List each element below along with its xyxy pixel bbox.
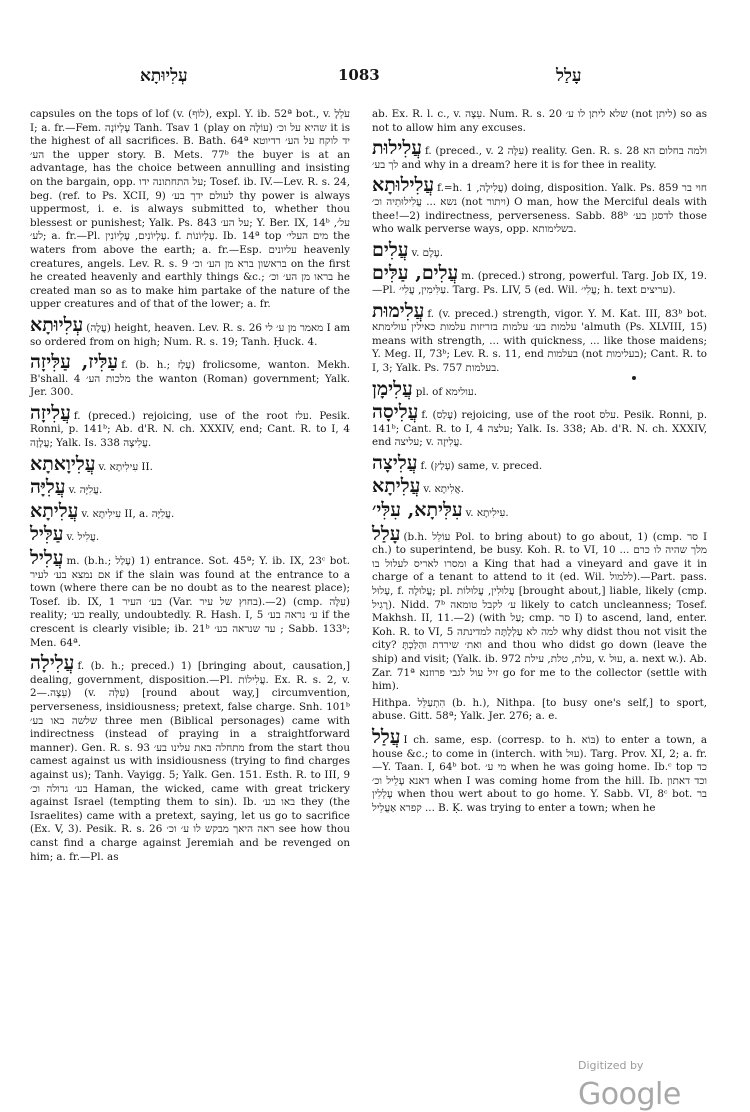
left-column [30,108,350,867]
dictionary-entry [372,301,707,376]
dictionary-entry [30,454,350,475]
dictionary-entry [372,379,707,400]
entry-definition: f. (b. h.; preced.) 1) [bringing about, causation,] dealing, government, disposition.—Pl. עֲלִילוֹת. Ex. R. s. 2, v. עֵצָה.—2) (v. עִלְּה) [round about way,] circumvention, perverseness, insidiousness; pretext, false charge. Snh. 101ᵇ שלשה באו בע׳ three men (Biblical personages) came with indirectness (instead of praying in a straightforward manner). Gen. R. s. 93 מתחלה באת עלינו בע׳ from the start thou camest against us with insidiousness (trying to find charges against us); Tanh. Vayigg. 5; Yalk. Gen. 151. Esth. R. to III, 9 בע׳ גדולה וכ׳ Haman, the wicked, came with great trickery against Israel (tempting them to sin). Ib. באו בע׳ they (the Israelites) came with a pretext, saying, let us go to sacrifice (Ex. V, 3). Pesik. R. s. 26 ראה היאך מבקש לו ע׳ וכ׳ see how thou canst find a charge against Jeremiah and be revenged on him; a. fr.—Pl. as [30,660,351,863]
dictionary-entry [30,315,350,349]
entry-headword: עֲלִילוּתָא [372,174,435,197]
entry-headword: עִלִּיתָא, עִלִּי׳ [372,499,463,522]
entry-headword: עַלִּיל [30,523,64,546]
entry-headword: עֲלִימָן [372,377,413,400]
dictionary-entry [30,108,350,312]
dictionary-entry [30,653,350,864]
header-guide-word-right: עָלַל [556,66,582,86]
dictionary-entry [372,175,707,236]
entry-definition: ab. Ex. R. l. c., v. עֵצָה. Num. R. s. 20 שלא ליתן לו ע׳ (not ליתן) so as not to allow him any excuses. [372,108,707,134]
entry-definition: f. (preced., v. עִלָּה 2) reality. Gen. R. s. 28 ולמה בחלום הא לך בע׳ and why in a dream? here it is for thee in reality. [372,145,708,171]
entry-headword: עֲלִילָה [30,652,75,675]
entry-definition: (עֲלָה) height, heaven. Lev. R. s. 26 מאמר מן ע׳ לי I am so ordered from on high; Num. R. s. 19; Tanh. Ḥuck. 4. [30,321,350,348]
dictionary-entry [30,524,350,545]
dictionary-entry [372,697,707,724]
entry-headword: עֲלִיתָא [372,475,421,498]
entry-headword: עֲלִים, עַלִּים [372,262,459,285]
entry-definition: I ch. same, esp. (corresp. to h. בּוֹא) to enter a town, a house &c.; to come in (interch. with עוּל). Targ. Prov. XI, 2; a. fr.—Y. Taan. I, 64ᵇ bot. מי ע׳ when he was going home. Ib.ᶜ top כד דאנא עָלֵיל וכ׳ when I was coming home from the hill. Ib. וכד דאתון עָלְלִין when thou wert about to go home. Y. Sabb. VI, 8ᶜ bot. בר קפרא אַעֲלֵיל ... B. Ḳ. was trying to enter a town; when he [372,733,707,814]
dictionary-entry [372,524,707,694]
ink-dot [632,376,636,380]
dictionary-entry [30,548,350,650]
entry-definition: v. עֲלִיָּה. [68,484,103,497]
entry-headword: עֲלִיזָה [30,401,71,424]
digitized-label: Digitized by [578,1059,644,1072]
digitized-watermark [578,1058,750,1112]
entry-headword: עָלַל [372,522,401,545]
page-number: 1083 [338,66,380,84]
entry-headword: עֲלִיוָאתָא [30,452,96,475]
entry-definition: Hithpa. הִתְעַלֵּל (b. h.), Nithpa. [to busy one's self,] to sport, abuse. Gitt. 58ª; Yalk. Jer. 276; a. e. [372,696,707,723]
entry-definition: f. (preced.) rejoicing, use of the root עלז. Pesik. Ronni, p. 141ᵇ; Ab. d'R. N. ch. XXXIV, end; Cant. R. to I, 4 עֲלָזָה; Yalk. Is. 338 עֲלִיצָה. [30,409,350,450]
dictionary-entry [372,453,707,474]
entry-definition: f. (עָלַץ) same, v. preced. [420,459,543,472]
dictionary-entry [372,240,707,261]
entry-headword: עֲלִיצָה [372,451,418,474]
google-logo: Google [578,1077,681,1112]
entry-definition: v. עִילִיתָא II. [98,460,153,473]
entry-definition: v. עֶלֶם. [411,246,443,259]
entry-headword: עַלִּיז, עַלִּיזָה [30,351,119,374]
entry-definition: (b.h. עוֹלֵל Pol. to bring about) to go about, 1) (cmp. סר I ch.) to superintend, be busy. Koh. R. to VI, 10 ... מלך שהיה לו כרם ומסרו לאריס לעלול בו a King that had a vineyard and gave it in charge of a tenant to attend to it (ed. Wil. ללמול).—Part. pass. עָלוּל, f. עֲלוּלָה; pl. עֲלוּלִין, עֲלוּלוֹת [brought about,] liable, likely (cmp. רָגִיל). Nidd. 7ᵇ ע׳ לקבל טומאה likely to catch uncleanness; Tosef. Makhsh. II, 11.—2) (with עַל; cmp. סר I) to ascend, land, enter. Koh. R. to VI, 5 למה לא עַלְלַתָּה למדינתה why didst thou not visit the city? ואת׳ שירדת והַלַּכְתָּ and thou who didst go down (leave the ship) and visit; (Yalk. ib. 972 עלת, טלת, עילת, v. עוּל, a. next w.). Ab. Zar. 71ª זיל עול לגבי פרוזנא go for me to the collector (settle with him). [372,530,708,693]
dictionary-entry [372,138,707,172]
entry-definition: pl. of עולימא. [415,385,477,398]
entry-definition: f.=h. עֲלִילָה, 1) doing, disposition. Yalk. Ps. 859 חוי בר נשא ... עֲלִילוּתֵיה וכ׳ (not ויתור) O man, how the Merciful deals with thee!—2) indirectness, perverseness. Sabb. 88ᵇ לדסגן בע׳ those who walk perverse ways, opp. בשלימותא. [372,182,707,236]
entry-headword: עְלִיוּתָא [30,313,84,336]
entry-definition: capsules on the tops of lof (v. (לוֹף), expl. Y. ib. 52ª bot., v. עֹלְלָ I; a. fr.—Fem. עֶלְיוֹנָה Tanh. Tsav 1 (play on עוֹלָה) שהיא על וכ׳ it is the highest of all sacrifices. B. Bath. 64ª יד לוקח על הע׳ רדיוטא הע׳ the upper story. B. Mets. 77ᵇ the buyer is at an advantage, has the choice between annulling and insisting on the bargain, opp. על התחתונה ידו; Tosef. ib. IV.—Lev. R. s. 24, beg. (ref. to Ps. XCII, 9) לעולם ידך בע׳ thy power is always uppermost, i. e. is always submitted to, whether thou blessest or punishest; Yalk. Ps. 843 על הע׳; Y. Ber. IX, 14ᵇ על׳, לע׳; a. fr.—Pl. עֶלְיוֹנִים, עֶלְיוֹנִין. f. עֶלְיוֹנוֹת. Ib. 14ª top מים העלי׳ the waters from above the earth; a. fr.—Esp. עליונים heavenly creatures, angels. Lev. R. s. 9 בראשון ברא מן הע׳ וכ׳ on the first he created heavenly and earthly things &c.; בראו מן הע׳ וכ׳ he created man so as to make him partake of the nature of the upper creatures and of that of the lower; a. fr. [30,108,351,311]
dictionary-entry [372,500,707,521]
entry-definition: m. (b.h.; עָלַל) 1) entrance. Sot. 45ª; Y. ib. IX, 23ᶜ bot. אם נמצא בע׳ לעיר if the slain was found at the entrance to a town (where there can be no doubt as to the nearest place); Tosef. ib. IX, 1 בע׳ העיר (Var. בחוץ של עיר).—2) (cmp. עִלָּה) reality; בע׳ really, undoubtedly. R. Hash. I, 5 ע׳ נראה בע׳ if the crescent is clearly visible; ib. 21ᵇ עד שנראה בע׳ ; Sabb. 133ᵇ; Men. 64ª. [30,555,351,649]
entry-headword: עֲלַל [372,725,401,748]
dictionary-entry [372,108,707,135]
entry-definition: v. עִילִיתָא. [465,507,509,520]
entry-headword: עֲלִילוּת [372,137,422,160]
entry-definition: m. (preced.) strong, powerful. Targ. Job IX, 19.—Pl. עַלִּימִין, עֲלִי׳. Targ. Ps. LIV, 5 (ed. Wil. עֲלִי׳; h. text עריצים). [372,270,707,296]
entry-definition: f. (עָלַס) rejoicing, use of the root עלס. Pesik. Ronni, p. 141ᵇ; Cant. R. to I, 4 עלצה; Yalk. Is. 338; Ab. d'R. N. ch. XXXIV, end עליצה; v. עֲלִיזָה. [372,409,707,449]
entry-definition: f. (b. h.; עָלַז) frolicsome, wanton. Mekh. B'shall. 4 מלכות הע׳ the wanton (Roman) government; Yalk. Jer. 300. [30,359,351,399]
dictionary-entry [372,727,707,816]
entry-headword: עֲלִיתָא [30,499,79,522]
page-header [0,66,750,96]
dictionary-entry [30,403,350,451]
entry-headword: עֲלִיסָה [372,401,419,424]
header-guide-word-left: עְלִיוּתָא [140,66,188,86]
dictionary-entry [30,352,350,400]
right-column [372,108,707,819]
entry-definition: v. עֲלִיל. [66,531,100,544]
entry-headword: עֲלִימוּת [372,299,425,322]
entry-definition: v. אֲלִיתָא. [423,483,465,496]
entry-definition: v. עִילִיתָא II, a. עֲלִיָּה. [81,507,175,520]
dictionary-entry [372,476,707,497]
entry-headword: עֲלִיָּה [30,476,66,499]
entry-headword: עֲלִיל [30,547,64,570]
dictionary-entry [372,263,707,297]
dictionary-entry [30,477,350,498]
dictionary-entry [30,501,350,522]
entry-headword: עֲלִים [372,238,409,261]
entry-definition: f. (v. preced.) strength, vigor. Y. M. Kat. III, 83ᵇ bot. עלמות בע׳ עלמות בזריזות עלמות כאילין עולימתא 'almuth (Ps. XLVIII, 15) means with strength, ... with quickness, ... like those maidens; Y. Meg. II, 73ᵇ; Lev. R. s. 11, end בעלמות (not בעלימות); Cant. R. to I, 3; Yalk. Ps. 757 בעלמות. [372,307,707,374]
dictionary-entry [372,402,707,450]
